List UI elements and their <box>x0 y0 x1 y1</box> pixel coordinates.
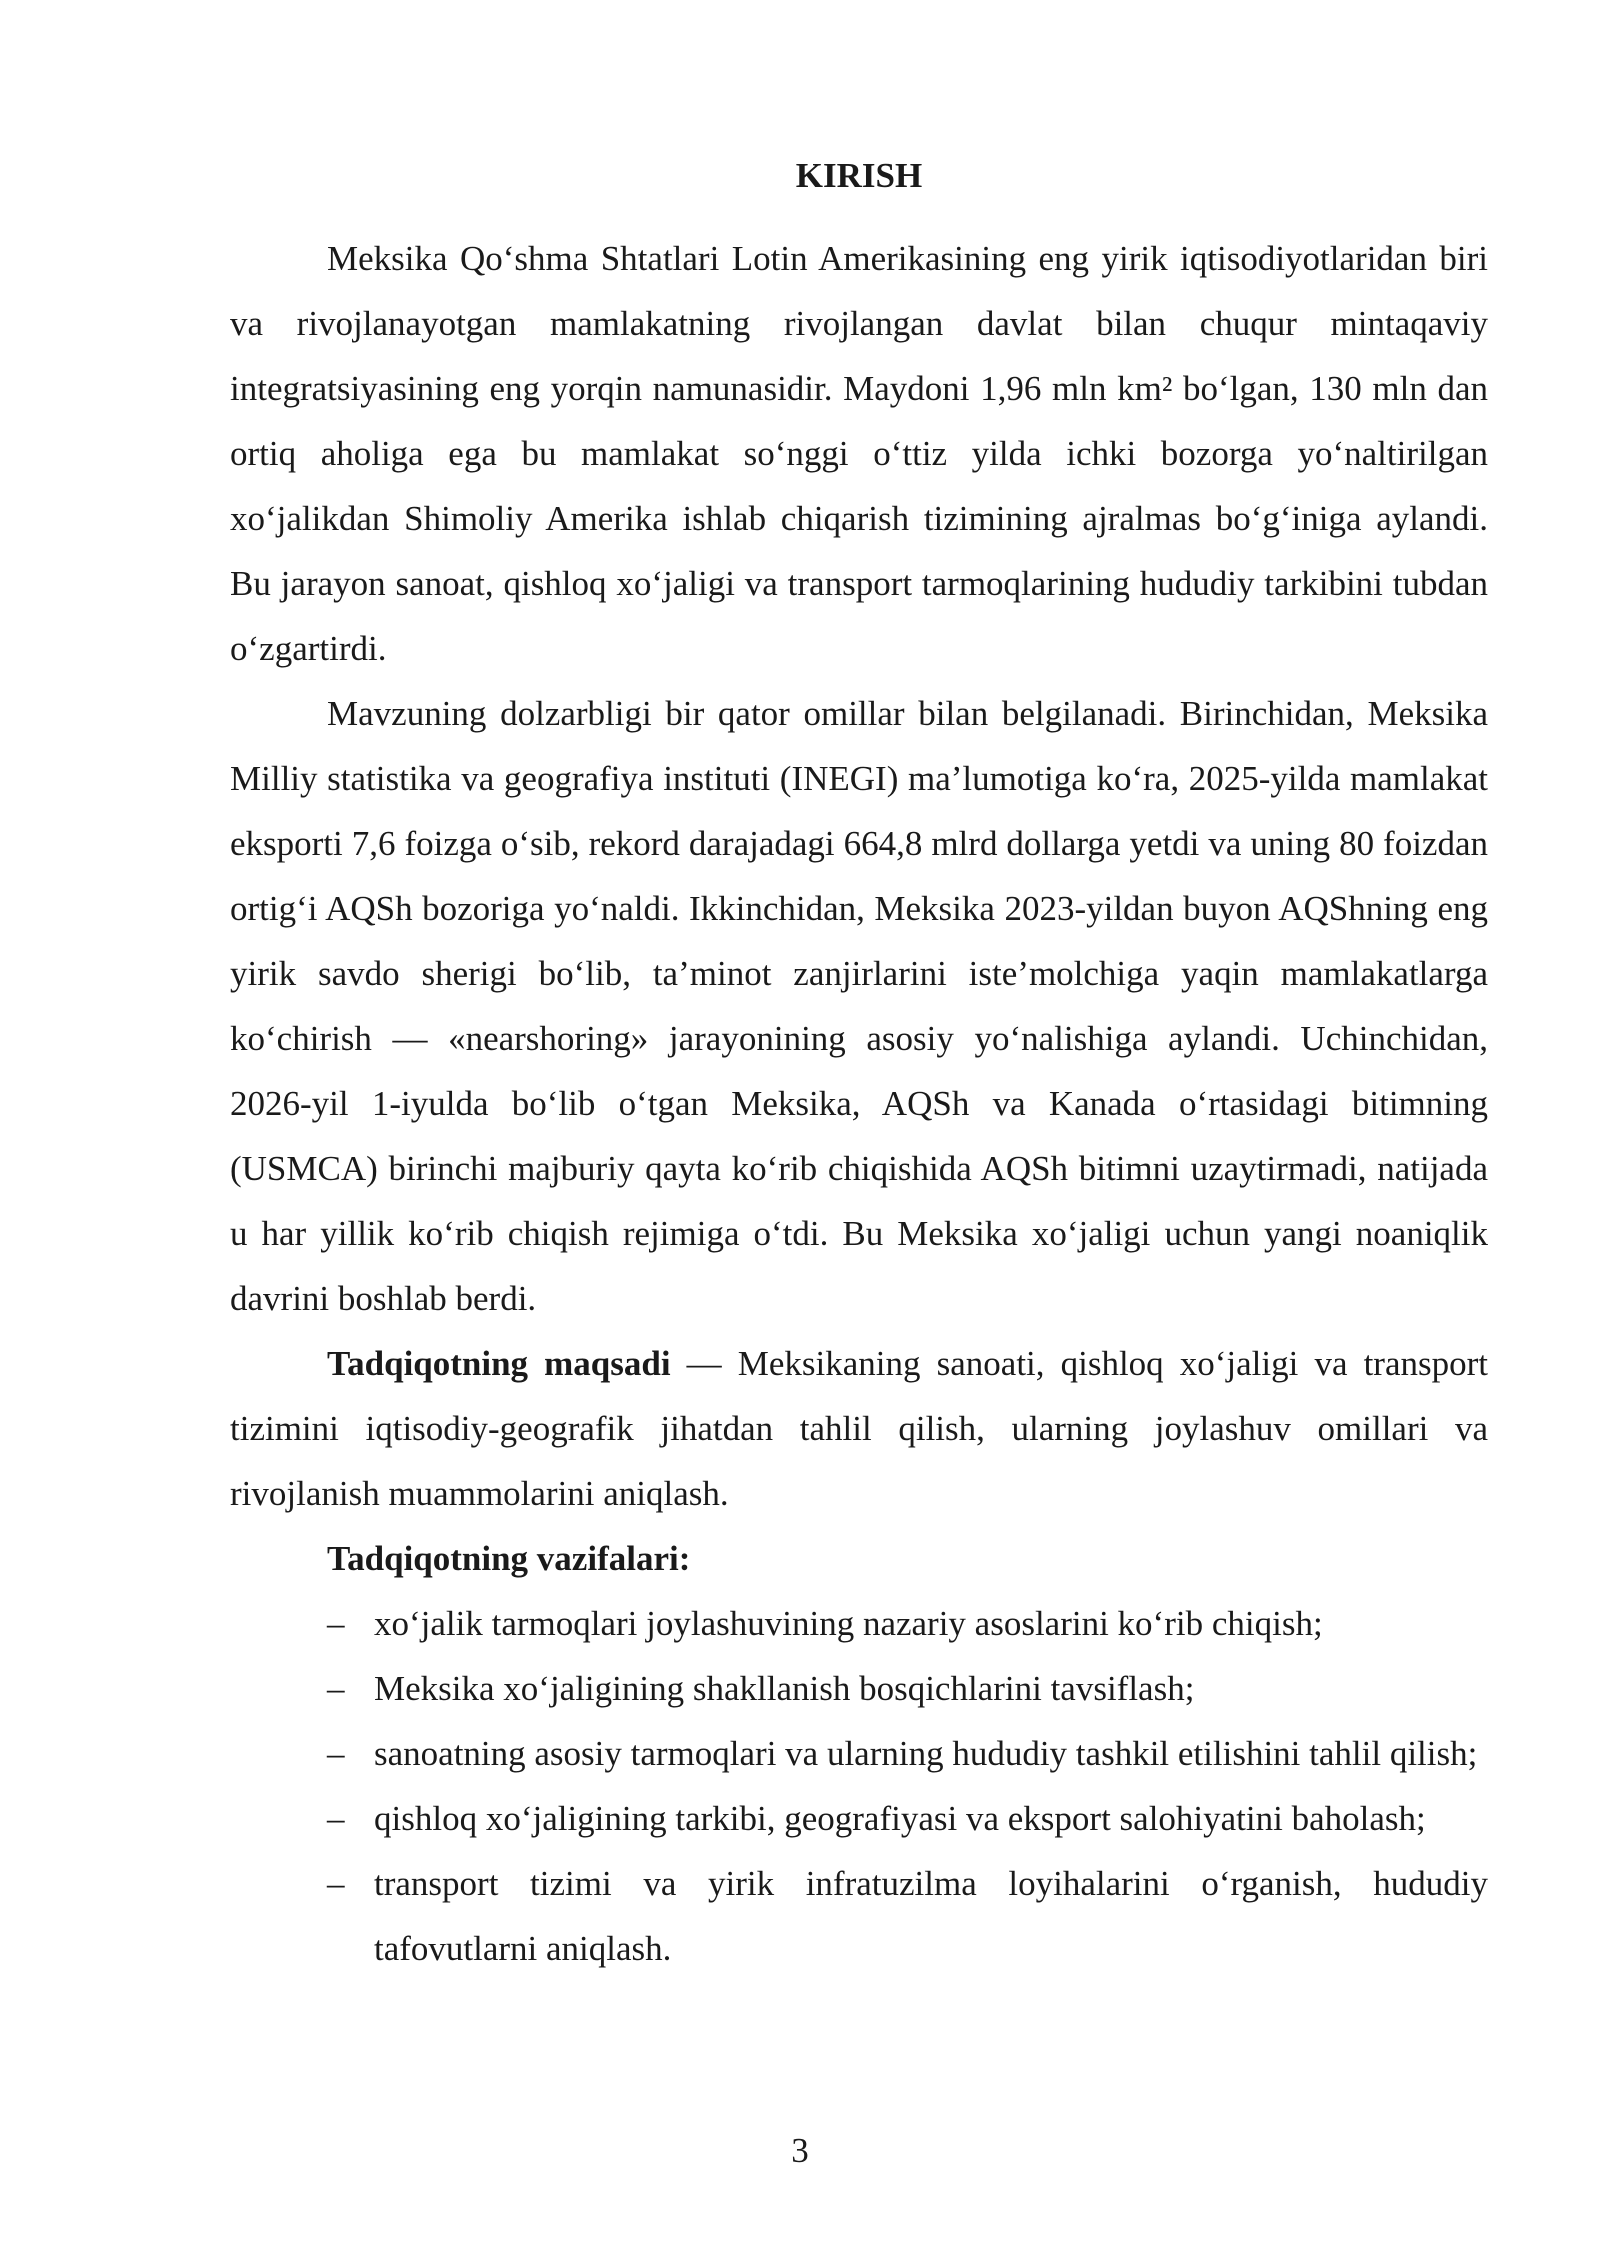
task-item <box>230 1786 1488 1851</box>
dash-bullet: – <box>327 1864 345 1903</box>
page-content <box>230 148 1488 1981</box>
tasks-heading: Tadqiqotning vazifalari: <box>327 1539 691 1578</box>
task-text: qishloq xo‘jaligining tarkibi, geografiyasi va eksport salohiyatini baholash; <box>374 1799 1426 1838</box>
task-text: xo‘jalik tarmoqlari joylashuvining nazariy asoslarini ko‘rib chiqish; <box>374 1604 1323 1643</box>
task-list <box>230 1591 1488 1981</box>
dash-bullet: – <box>327 1669 345 1708</box>
intro-paragraph: Meksika Qo‘shma Shtatlari Lotin Amerikasining eng yirik iqtisodiyotlaridan biri va rivojlanayotgan mamlakatning rivojlangan davlat bilan chuqur mintaqaviy integratsiyasining eng yorqin namunasidir. Maydoni 1,96 mln km² bo‘lgan, 130 mln dan ortiq aholiga ega bu mamlakat so‘nggi o‘ttiz yilda ichki bozorga yo‘naltirilgan xo‘jalikdan Shimoliy Amerika ishlab chiqarish tizimining ajralmas bo‘g‘iniga aylandi. Bu jarayon sanoat, qishloq xo‘jaligi va transport tarmoqlarining hududiy tarkibini tubdan o‘zgartirdi. <box>230 239 1488 668</box>
task-text: transport tizimi va yirik infratuzilma loyihalarini o‘rganish, hududiy tafovutlarni aniqlash. <box>374 1864 1488 1968</box>
task-item <box>230 1591 1488 1656</box>
aim-label: Tadqiqotning maqsadi <box>327 1344 671 1383</box>
task-text: sanoatning asosiy tarmoqlari va ularning hududiy tashkil etilishini tahlil qilish; <box>374 1734 1478 1773</box>
task-text: Meksika xo‘jaligining shakllanish bosqichlarini tavsiflash; <box>374 1669 1195 1708</box>
dash-bullet: – <box>327 1734 345 1773</box>
section-heading: KIRISH <box>795 156 923 195</box>
aim-paragraph <box>230 1331 1488 1526</box>
dash-bullet: – <box>327 1604 345 1643</box>
task-item <box>230 1721 1488 1786</box>
aim-text: — Meksikaning sanoati, qishloq xo‘jaligi va transport tizimini iqtisodiy-geografik jihatdan tahlil qilish, ularning joylashuv omillari va rivojlanish muammolarini aniqlash. <box>230 1344 1488 1513</box>
relevance-paragraph: Mavzuning dolzarbligi bir qator omillar bilan belgilanadi. Birinchidan, Meksika Milliy statistika va geografiya instituti (INEGI) ma’lumotiga ko‘ra, 2025-yilda mamlakat eksporti 7,6 foizga o‘sib, rekord darajadagi 664,8 mlrd dollarga yetdi va uning 80 foizdan ortig‘i AQSh bozoriga yo‘naldi. Ikkinchidan, Meksika 2023-yildan buyon AQShning eng yirik savdo sherigi bo‘lib, ta’minot zanjirlarini iste’molchiga yaqin mamlakatlarga ko‘chirish — «nearshoring» jarayonining asosiy yo‘nalishiga aylandi. Uchinchidan, 2026-yil 1-iyulda bo‘lib o‘tgan Meksika, AQSh va Kanada o‘rtasidagi bitimning (USMCA) birinchi majburiy qayta ko‘rib chiqishida AQSh bitimni uzaytirmadi, natijada u har yillik ko‘rib chiqish rejimiga o‘tdi. Bu Meksika xo‘jaligi uchun yangi noaniqlik davrini boshlab berdi. <box>230 694 1488 1318</box>
task-item <box>230 1851 1488 1981</box>
task-item <box>230 1656 1488 1721</box>
dash-bullet: – <box>327 1799 345 1838</box>
page-number: 3 <box>791 2131 809 2170</box>
